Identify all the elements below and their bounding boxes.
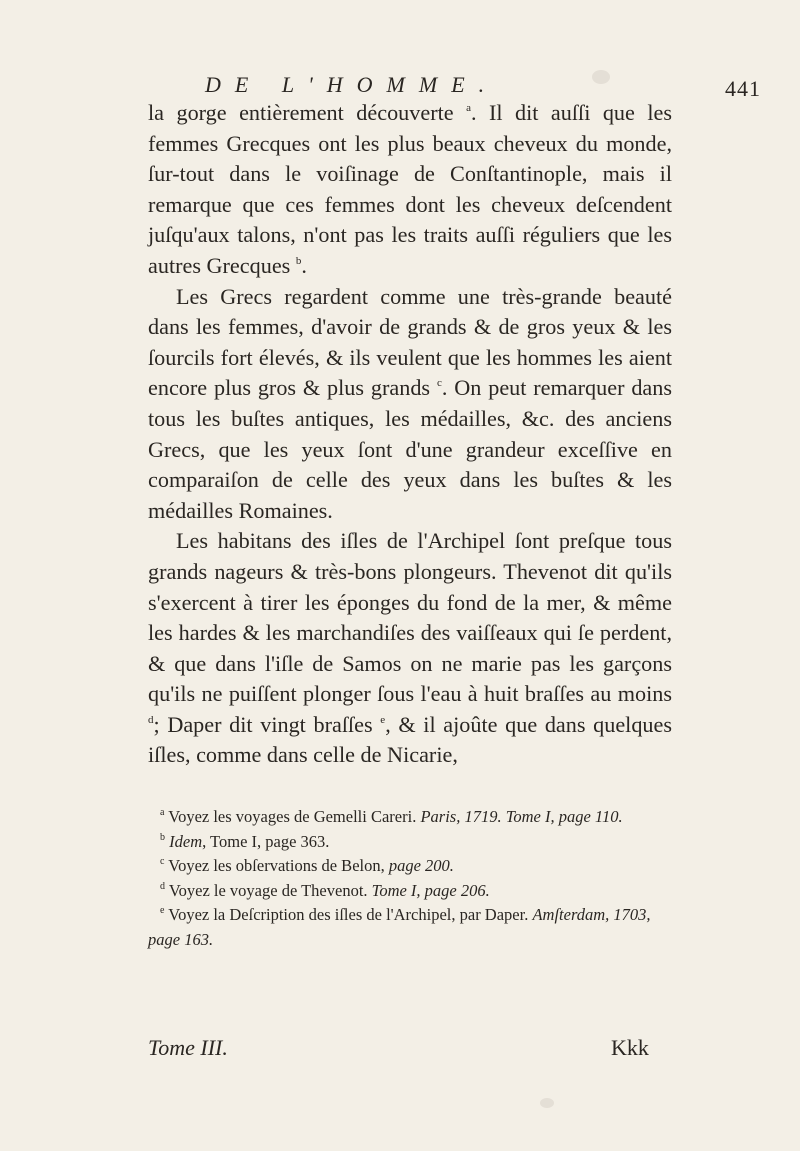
signature-mark: Kkk (611, 1035, 649, 1060)
text-run: Voyez les voyages de Gemelli Careri. (168, 807, 421, 826)
footnote (148, 830, 672, 855)
paper-stain (540, 1098, 554, 1108)
text-run: . On peut remarquer dans tous les buſtes antiques, les médailles, &c. des anciens Grecs, que les yeux ſont d'une grandeur exceſſive en comparaiſon de celle des yeux dans les buſtes & les médailles Romaines. (148, 375, 672, 523)
footnote-mark: b (160, 831, 165, 843)
footnote (148, 879, 672, 904)
italic-text: Idem (169, 831, 203, 851)
paragraph (148, 282, 672, 527)
footnote-reference: e (380, 713, 386, 726)
footnote-reference: d (148, 713, 154, 726)
text-run: ; Daper dit vingt braſſes (153, 711, 381, 737)
footnote-mark: a (160, 807, 165, 818)
running-title: DE L'HOMME. (205, 72, 499, 97)
paragraph (148, 526, 672, 771)
footnote-reference: c (436, 377, 442, 390)
footnotes (148, 805, 672, 952)
footnote (148, 805, 672, 830)
main-text (148, 98, 672, 771)
italic-text: Paris, 1719. Tome I, page 110. (420, 807, 623, 826)
text-run: Les habitans des iſles de l'Archipel ſont preſque tous grands nageurs & très-bons plongeurs. Thevenot dit qu'ils s'exercent à tirer les éponges du fond de la mer, & même les hardes & les marchandiſes des vaiſſeaux qui ſe perdent, & que dans l'iſle de Samos on ne marie pas les garçons qu'ils ne puiſſent plonger ſous l'eau à huit braſſes au moins (148, 528, 672, 707)
footnote-reference: a (466, 102, 471, 114)
italic-text: Tome I, page 206. (371, 880, 490, 900)
text-run: Voyez les obſervations de Belon, (168, 856, 389, 875)
text-run: Les Grecs regardent comme une très-grande beauté dans les femmes, d'avoir de grands & de gros yeux & les ſourcils fort élevés, & ils veulent que les hommes les aient encore plus gros & plus grands (148, 283, 672, 401)
footnote-mark: e (160, 905, 165, 916)
text-run: . (301, 252, 307, 278)
page-footer (0, 1035, 800, 1069)
italic-text: page 200. (388, 856, 454, 875)
footnote (148, 854, 672, 879)
text-run: , & il ajoûte que dans quelques iſles, comme dans celle de Nicarie, (148, 711, 673, 768)
text-run: . Il dit auſſi que les femmes Grecques ont les plus beaux cheveux du monde, ſur-tout dans le voiſinage de Conſtantinople, mais il remarque que ces femmes dont les cheveux deſcendent juſqu'aux talons, n'ont pas les traits auſſi réguliers que les autres Grecques (148, 100, 672, 278)
paragraph (148, 98, 672, 282)
text-run: Voyez le voyage de Thevenot. (168, 880, 372, 900)
text-run: Voyez la Deſcription des iſles de l'Archipel, par Daper. (168, 905, 533, 924)
footnote (148, 903, 672, 952)
footnote-mark: c (160, 856, 165, 867)
footnote-mark: d (160, 880, 165, 892)
text-run: , Tome I, page 363. (202, 831, 330, 851)
volume-label: Tome III. (148, 1035, 228, 1060)
page-number: 441 (725, 76, 761, 101)
text-run: la gorge entièrement découverte (148, 100, 467, 125)
footnote-reference: b (295, 254, 302, 267)
italic-text: Amſterdam, 1703, page 163. (148, 905, 651, 949)
